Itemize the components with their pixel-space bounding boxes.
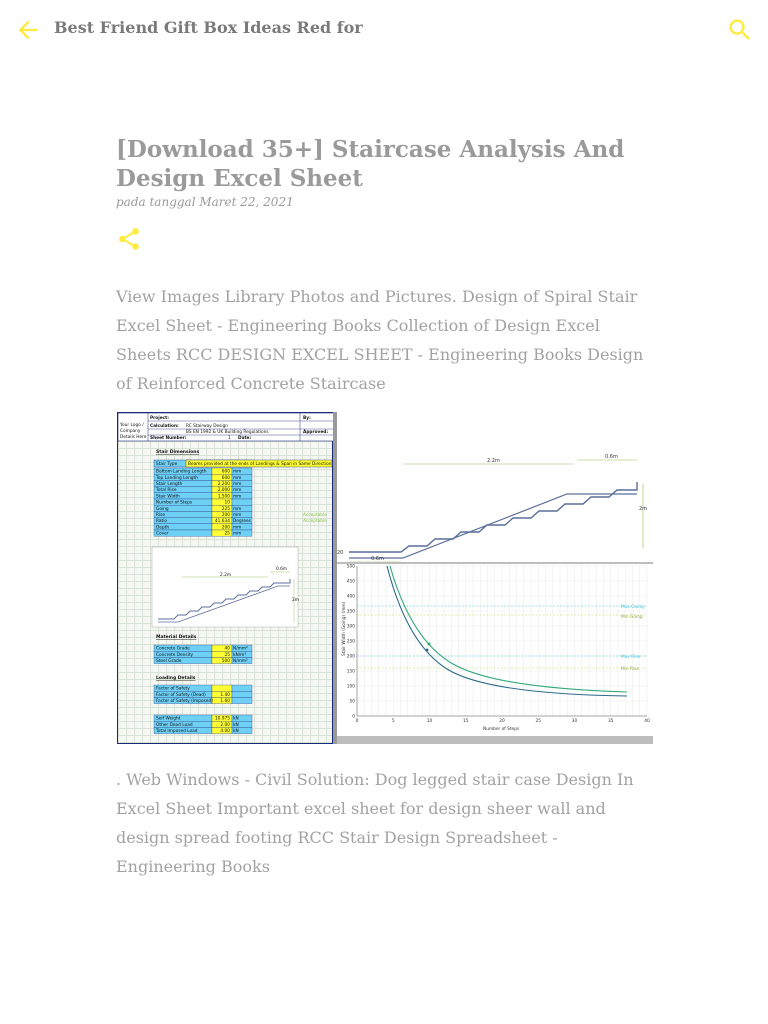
graph-xtick: 5: [391, 719, 395, 724]
logo-line-3: Details Here: [120, 435, 147, 440]
search-button[interactable]: [726, 16, 754, 44]
stair-row-value: 10: [224, 500, 230, 506]
loading-rows: [154, 685, 252, 704]
bottom-landing-dim: 0.6m: [371, 556, 384, 562]
loading-row-label: Factor of Safety (Dead): [156, 692, 206, 698]
stair-row-unit: Degrees: [233, 519, 251, 525]
graph-ytick: 50: [349, 699, 355, 705]
stair-type-value: Beams provided at the ends of Landings & Span in Same Direction: [188, 462, 332, 467]
site-title[interactable]: Best Friend Gift Box Ideas Red for: [54, 18, 363, 37]
loading-row-label: Factor of Safety (Imposed): [156, 699, 213, 704]
stair-row-unit: mm: [233, 475, 242, 481]
graph-xtick: 20: [499, 719, 505, 724]
loading-row-unit-cell: [232, 697, 252, 703]
load-row-value: 2.00: [220, 722, 230, 728]
graph-ytick: 350: [346, 609, 355, 615]
graph-ytick: 100: [346, 684, 355, 690]
share-icon: [116, 226, 142, 252]
small-height-dim: 2m: [292, 598, 299, 603]
graph-ylabel: Stair Width (Going) (mm): [342, 601, 347, 656]
stair-row-label: Ratio: [156, 519, 168, 525]
section-loading-details: Loading Details: [156, 676, 196, 681]
stair-row-label: Total Rise: [156, 488, 177, 494]
stair-row-value: 600: [221, 469, 230, 475]
material-row-label: Concrete Density: [156, 652, 194, 658]
top-app-bar: [0, 0, 768, 58]
stair-dimension-rows: [154, 468, 252, 537]
graph-ytick: 400: [346, 594, 355, 600]
stair-elevation-drawing: [337, 412, 653, 562]
by-label: By:: [303, 416, 311, 421]
stair-row-unit-cell: [232, 499, 252, 505]
graph-ytick: 0: [352, 714, 355, 720]
stair-row-label: Rise: [156, 513, 166, 518]
calculation-label: Calculation:: [150, 424, 179, 429]
graph-ytick: 200: [346, 654, 355, 660]
search-icon: [726, 16, 754, 44]
stair-row-label: Depth: [156, 525, 170, 531]
stair-row-label: Stair Length: [156, 482, 183, 487]
graph-ytick: 250: [346, 639, 355, 645]
spreadsheet-drawing: [118, 413, 334, 745]
graph-ytick: 150: [346, 669, 355, 675]
load-row-unit: kN: [233, 729, 239, 734]
graph-ytick: 450: [346, 579, 355, 585]
calculation-value: RC Stairway Design: [186, 424, 229, 429]
sheet-number-value: 1: [228, 436, 231, 441]
span-dim: 2.2m: [487, 458, 500, 464]
graph-ytick: 300: [346, 624, 355, 630]
stair-row-label: Going: [156, 506, 169, 512]
stair-type-label: Stair Type: [156, 462, 178, 467]
approved-label: Approved:: [303, 430, 329, 435]
graph-xtick: 0: [355, 719, 359, 724]
load-rows: [154, 715, 252, 734]
stair-row-unit: mm: [233, 531, 242, 537]
loading-row-unit-cell: [232, 685, 252, 691]
small-span-dim: 2.2m: [220, 573, 232, 578]
graph-xtick: 40: [644, 719, 650, 724]
going-vs-steps-graph: [337, 564, 653, 736]
material-row-label: Concrete Grade: [156, 646, 190, 652]
stair-row-value: 600: [221, 475, 230, 481]
post-date[interactable]: pada tanggal Maret 22, 2021: [116, 195, 294, 209]
stair-row-label: Top Landing Length: [156, 475, 198, 481]
back-button[interactable]: [14, 16, 42, 44]
sheet-number-label: Sheet Number:: [150, 436, 187, 441]
stair-row-label: Cover: [156, 531, 169, 537]
stair-row-value: 225: [221, 506, 230, 512]
material-row-unit: N/mm²: [233, 659, 248, 664]
stair-row-unit: mm: [233, 482, 242, 487]
stair-row-unit: mm: [233, 513, 242, 518]
graph-line-label-4: Min Rise: [621, 667, 640, 672]
material-row-unit: kN/m³: [233, 652, 247, 658]
load-row-unit: kN: [233, 722, 239, 728]
post-intro-paragraph: View Images Library Photos and Pictures. Design of Spiral Stair Excel Sheet - Engineering Books Collection of Design Excel Sheets RCC DESIGN EXCEL SHEET - Engineering Books Design of Reinforced Concrete Staircase: [116, 287, 644, 393]
graph-line-label-2: Min Going: [621, 615, 643, 620]
stair-row-unit: mm: [233, 525, 242, 531]
standard-text: BS EN 1992 & UK Building Regulations: [186, 430, 269, 435]
loading-row-unit-cell: [232, 691, 252, 697]
post-title: [Download 35+] Staircase Analysis And Design Excel Sheet: [116, 136, 625, 192]
load-row-label: Total Imposed Load: [156, 729, 198, 734]
stair-row-value: 25: [224, 531, 230, 537]
stair-row-value: 200: [221, 513, 230, 518]
project-label: Project:: [150, 416, 169, 421]
arrow-left-icon: [14, 16, 42, 44]
graph-xtick: 15: [463, 719, 469, 724]
material-row-value: 40: [224, 646, 230, 652]
stair-row-unit: mm: [233, 494, 242, 500]
design-spreadsheet: [117, 412, 333, 744]
stair-row-value: 41.634: [214, 519, 230, 525]
stair-row-unit: mm: [233, 469, 242, 475]
load-row-unit: kN: [233, 716, 239, 722]
logo-line-1: Your Logo /: [120, 423, 144, 428]
graph-line-label-1: Max Going: [621, 605, 644, 610]
material-rows: [154, 645, 252, 664]
logo-line-2: Company: [120, 429, 141, 434]
small-top-dim: 0.6m: [276, 567, 288, 572]
section-material-details: Material Details: [156, 635, 197, 640]
loading-row-value: 1.60: [220, 699, 230, 704]
stair-row-value: 2,000: [217, 488, 230, 494]
top-landing-dim: 0.6m: [605, 454, 618, 460]
load-row-value: 10.975: [214, 716, 230, 722]
stair-row-value: 200: [221, 525, 230, 531]
graph-xtick: 35: [608, 719, 614, 724]
stair-row-value: 2,200: [217, 482, 230, 487]
acceptable-2: Acceptable: [303, 519, 327, 524]
material-row-value: 25: [224, 652, 230, 658]
graph-grid: [347, 564, 650, 724]
stair-row-unit: mm: [233, 506, 242, 512]
load-row-label: Other Dead Load: [156, 722, 193, 728]
graph-xtick: 10: [426, 719, 433, 724]
loading-row-value-cell[interactable]: [212, 685, 232, 691]
graph-xtick: 25: [535, 719, 541, 724]
height-dim: 2m: [639, 506, 648, 512]
date-label: Date:: [238, 436, 252, 441]
bottom-height-dim: 20: [337, 550, 344, 556]
loading-row-value: 1.40: [220, 692, 230, 698]
graph-xlabel: Number of Steps: [483, 727, 520, 732]
share-button[interactable]: [116, 226, 142, 252]
stair-row-value: 1,500: [217, 494, 230, 500]
graph-xtick: 30: [571, 719, 578, 724]
loading-row-label: Factor of Safety: [156, 686, 190, 692]
load-row-label: Self Weight: [156, 716, 181, 722]
acceptable-1: Acceptable: [303, 513, 327, 518]
graph-line-label-3: Max Rise: [621, 655, 641, 660]
section-stair-dimensions: Stair Dimensions: [156, 450, 200, 455]
stair-row-label: Number of Steps: [156, 500, 193, 506]
stair-row-unit: mm: [233, 488, 242, 494]
post-image[interactable]: [117, 412, 653, 744]
material-row-value: 500: [221, 659, 230, 664]
material-row-label: Steel Grade: [156, 659, 182, 664]
material-row-unit: N/mm²: [233, 646, 248, 652]
graph-ytick: 500: [346, 564, 355, 570]
stair-row-label: Stair Width: [156, 494, 180, 500]
stair-row-label: Bottom Landing Length: [156, 469, 207, 475]
load-row-value: 4.00: [220, 729, 230, 734]
post-body-paragraph: . Web Windows - Civil Solution: Dog legged stair case Design In Excel Sheet Important excel sheet for design sheer wall and design spread footing RCC Stair Design Spreadsheet - Engineering Books: [116, 770, 634, 876]
